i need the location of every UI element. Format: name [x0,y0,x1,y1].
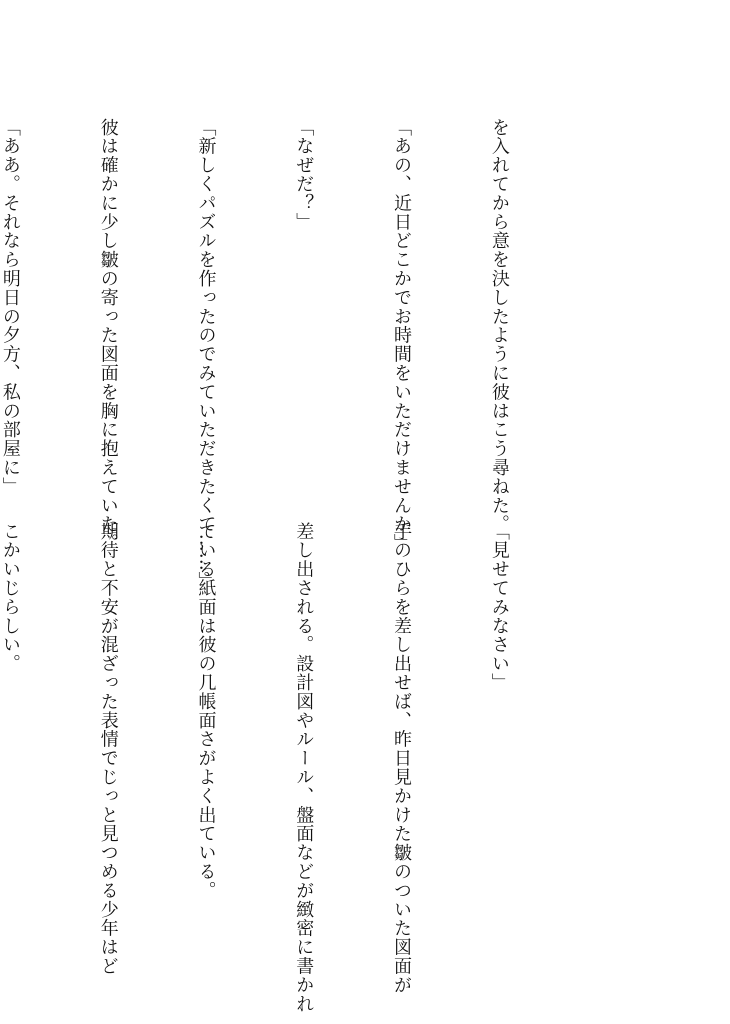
text-line: 手のひらを差し出せば、昨日見かけた皺のついた図面が [391,522,413,995]
text-line: 「見せてみなさい」 [488,522,510,693]
text-line: ている紙面は彼の几帳面さがよく出ている。 [195,522,217,900]
text-line: 「なぜだ？」 [293,118,315,232]
text-block-top [0,118,580,591]
text-line: 「新しくパズルを作ったのでみていただきたくて……」 [195,118,217,591]
text-line: 彼は確かに少し皺の寄った図面を胸に抱えていた。 [97,118,119,553]
text-block-bottom [0,522,580,1014]
text-line: 「あの、近日どこかでお時間をいただけませんか」 [391,118,413,553]
text-line: 「ああ。それなら明日の夕方、私の部屋に」 [0,118,21,496]
text-line: 差し出される。設計図やルール、盤面などが緻密に書かれ [293,522,315,1014]
text-line: こかいじらしい。 [0,522,21,674]
text-line: 期待と不安が混ざった表情でじっと見つめる少年はど [97,522,119,976]
text-line: を入れてから意を決したように彼はこう尋ねた。 [488,118,510,534]
